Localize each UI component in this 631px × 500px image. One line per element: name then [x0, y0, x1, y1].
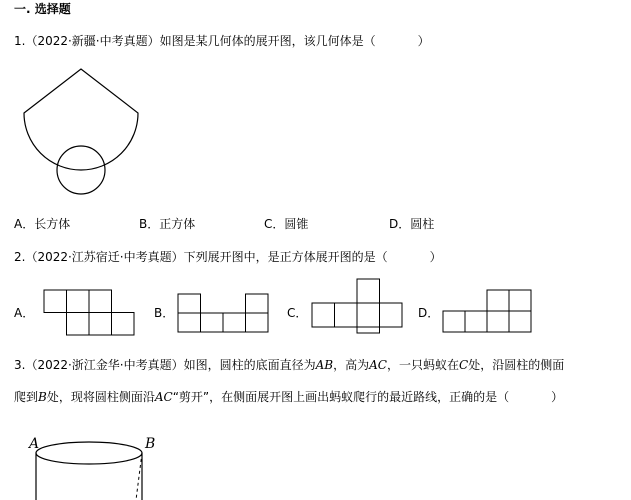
variable-c: C — [459, 358, 469, 372]
question-number: 3. — [14, 358, 26, 372]
cylinder-top-ellipse — [36, 442, 142, 464]
point-b-label: B — [145, 436, 156, 452]
variable-ac: AC — [369, 358, 387, 372]
net-d-figure — [442, 286, 542, 336]
close-paren: ） — [551, 390, 564, 404]
question-2-stem — [14, 249, 442, 265]
question-text: 下列展开图中，是正方体展开图的是（ — [183, 250, 388, 264]
q1-option-b: B．正方体 — [139, 217, 196, 231]
cone-lateral-sector — [24, 69, 138, 170]
q2-label-d: D． — [418, 306, 440, 320]
question-text: 爬到 — [14, 390, 39, 404]
net-c-figure — [310, 276, 410, 336]
question-text: 处，现将圆柱侧面沿 — [46, 390, 155, 404]
close-paren: ） — [417, 34, 430, 48]
question-text: 如图，圆柱的底面直径为 — [183, 358, 316, 372]
q1-option-c: C．圆锥 — [264, 217, 309, 231]
dashed-path-line — [136, 453, 142, 500]
q2-label-b: B． — [154, 306, 175, 320]
variable-ac: AC — [154, 390, 173, 404]
variable-ab: AB — [315, 358, 334, 372]
net-b-figure — [175, 290, 275, 340]
point-a-label: A — [29, 436, 40, 452]
net-a-figure — [40, 286, 140, 336]
question-3-stem-line-2 — [14, 389, 563, 405]
question-number: 1. — [14, 34, 26, 48]
question-source: （2022·新疆·中考真题） — [25, 34, 160, 48]
cylinder-figure — [36, 440, 176, 500]
cone-net-figure — [20, 68, 160, 198]
question-1-stem — [14, 33, 430, 49]
q2-label-c: C． — [287, 306, 308, 320]
close-paren: ） — [429, 250, 442, 264]
q1-option-d: D．圆柱 — [389, 217, 435, 231]
section-title: 一. 选择题 — [14, 2, 71, 16]
question-text: 如图是某几何体的展开图，该几何体是（ — [159, 34, 376, 48]
q1-option-a: A．长方体 — [14, 217, 71, 231]
question-number: 2. — [14, 250, 26, 264]
question-text: ，高为 — [333, 358, 370, 372]
question-source: （2022·浙江金华·中考真题） — [25, 358, 184, 372]
question-text: ，一只蚂蚁在 — [387, 358, 460, 372]
q2-label-a: A． — [14, 306, 35, 320]
question-source: （2022·江苏宿迁·中考真题） — [25, 250, 184, 264]
variable-b: B — [38, 390, 47, 404]
question-3-stem-line-1 — [14, 357, 564, 373]
question-text: 处，沿圆柱的侧面 — [468, 358, 565, 372]
question-text: “剪开”，在侧面展开图上画出蚂蚁爬行的最近路线，正确的是（ — [172, 390, 510, 404]
